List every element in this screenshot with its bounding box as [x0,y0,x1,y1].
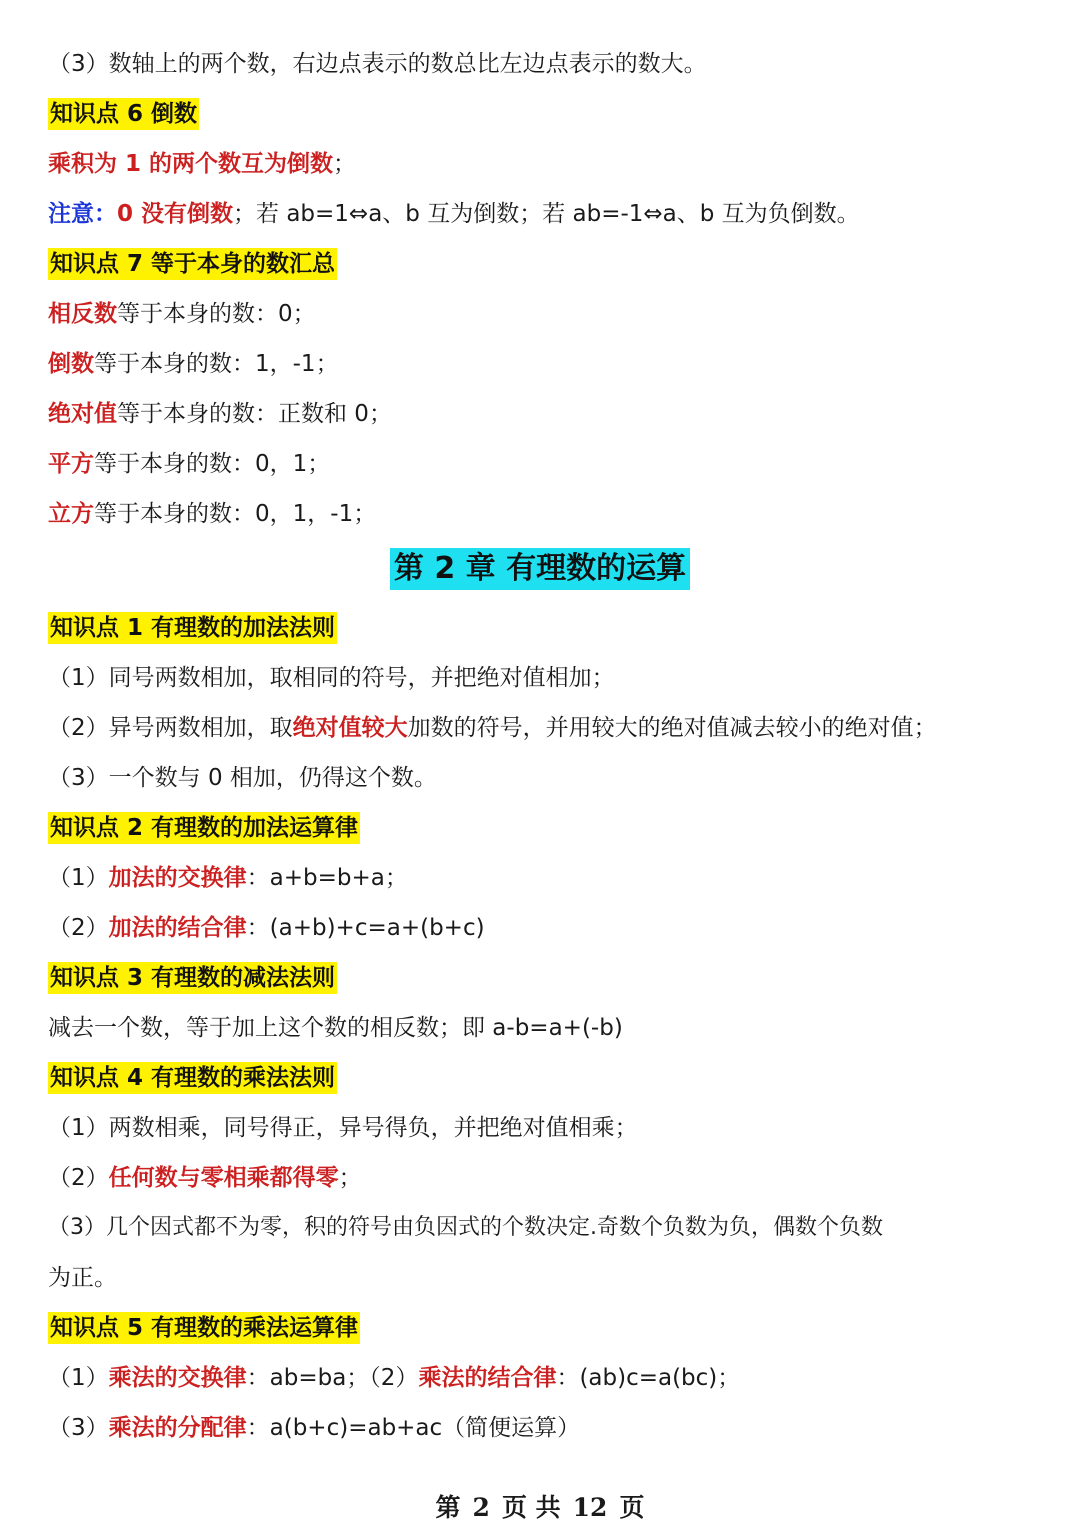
list-item: 相反数等于本身的数：0； [48,301,316,327]
knowledge-heading-6: 知识点 6 倒数 [0,98,1080,130]
text-line: 乘积为 1 的两个数互为倒数； [48,151,357,177]
text-line: （3）一个数与 0 相加，仍得这个数。 [48,765,437,791]
text-line: （3）数轴上的两个数，右边点表示的数总比左边点表示的数大。 [48,51,707,77]
list-item: 立方等于本身的数：0，1，-1； [48,501,377,527]
note-line: 注意：0 没有倒数；若 ab=1⇔a、b 互为倒数；若 ab=-1⇔a、b 互为负倒数。 [48,201,860,227]
text-line: （1）两数相乘，同号得正，异号得负，并把绝对值相乘； [48,1115,638,1141]
current-page-number: 2 [472,1493,490,1522]
text-line: （2）异号两数相加，取绝对值较大加数的符号，并用较大的绝对值减去较小的绝对值； [48,715,937,741]
list-item: 倒数等于本身的数：1，-1； [48,351,339,377]
text-line: （3）乘法的分配律：a(b+c)=ab+ac（简便运算） [48,1415,581,1441]
knowledge-heading-7: 知识点 7 等于本身的数汇总 [0,248,1080,280]
knowledge-heading-c2-1: 知识点 1 有理数的加法法则 [0,612,1080,644]
text-line: （3）几个因式都不为零，积的符号由负因式的个数决定.奇数个负数为负，偶数个负数 [48,1215,883,1240]
text-line: （1）加法的交换律：a+b=b+a； [48,865,408,891]
text-line: （2）任何数与零相乘都得零； [48,1165,362,1191]
chapter-title: 第 2 章 有理数的运算 [0,548,1080,590]
page-footer: 第 2 页 共 12 页 [435,1493,645,1522]
total-page-count: 12 [572,1493,608,1522]
list-item: 平方等于本身的数：0，1； [48,451,331,477]
text-line: （1）乘法的交换律：ab=ba；（2）乘法的结合律：(ab)c=a(bc)； [48,1365,741,1391]
knowledge-heading-c2-2: 知识点 2 有理数的加法运算律 [0,812,1080,844]
text-line: （1）同号两数相加，取相同的符号，并把绝对值相加； [48,665,615,691]
knowledge-heading-c2-3: 知识点 3 有理数的减法法则 [0,962,1080,994]
list-item: 绝对值等于本身的数：正数和 0； [48,401,392,427]
text-line: 减去一个数，等于加上这个数的相反数；即 a-b=a+(-b) [48,1015,623,1041]
text-line: （2）加法的结合律：(a+b)+c=a+(b+c) [48,915,485,941]
knowledge-heading-c2-5: 知识点 5 有理数的乘法运算律 [0,1312,1080,1344]
knowledge-heading-c2-4: 知识点 4 有理数的乘法法则 [0,1062,1080,1094]
text-line: 为正。 [48,1265,117,1291]
